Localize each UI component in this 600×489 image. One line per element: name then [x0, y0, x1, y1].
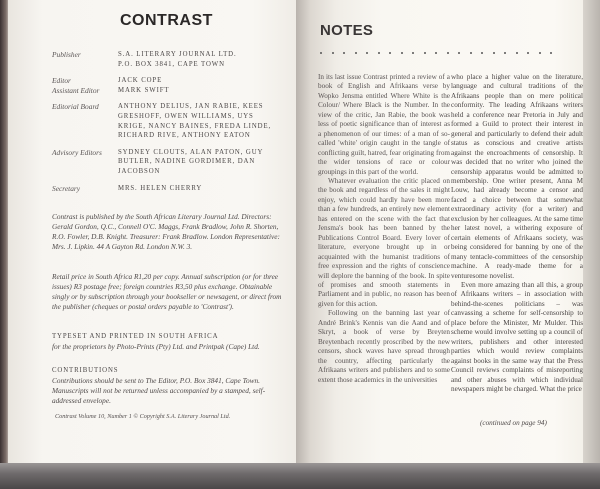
masthead-row-editor: [52, 76, 292, 86]
dot-ornament: [550, 52, 552, 54]
dot-ornament: [481, 52, 483, 54]
dot-ornament: [401, 52, 403, 54]
dot-ornament: [458, 52, 460, 54]
dot-ornament: [412, 52, 414, 54]
dot-ornament: [355, 52, 357, 54]
masthead-title: CONTRAST: [120, 12, 213, 29]
notes-column-2: [451, 73, 583, 394]
dot-ornament: [447, 52, 449, 54]
price-note: Retail price in South Africa R1,20 per copy. Annual subscription (or for three issues) R3 postage free; foreign countries R3,50 plus exchange. Obtainable singly or by subscription through your bookseller or newsagent, or direct from the publisher (cheques or postal orders payable to 'Contrast').: [52, 272, 282, 311]
masthead-row-assistant-editor: [52, 86, 292, 96]
masthead-value: [118, 148, 292, 177]
paragraph: Whatever evaluation the critic placed on the book and regardless of the sales it might enjoy, which could hardly have been more than a few hundreds, an entirely new element has entered on the scene with the fact that Jensma's book has been banned by the Publications Control Board. Every lover of literature, everyone brought up in or acquainted with the humanist traditions of free expression and the rights of conscience will deplore the banning of the book. In spite of promises and smooth statements in Parliament and in public, no reason has been given for this action.: [318, 176, 450, 308]
dotted-rule: [320, 52, 552, 54]
masthead-label: Secretary: [52, 183, 81, 193]
masthead-value-line: KRIGE, NANCY BAINES, FREDA LINDE,: [118, 122, 272, 130]
dot-ornament: [539, 52, 541, 54]
masthead-value-line: GRESHOFF, OWEN WILLIAMS, UYS: [118, 112, 254, 120]
continued-note: (continued on page 94): [480, 419, 547, 427]
masthead-value-line: RICHARD RIVE, ANTHONY EATON: [118, 132, 251, 140]
paragraph: Even more amazing than all this, a group of Afrikaans writers – in association with behind-the-scenes politicians – was canvassing a scheme for self-censorship to place before the Minister, Mr Mulder. This scheme would involve setting up a council of writers, publishers and other interested parties which would review complaints against books in the same way that the Press Council reviews complaints of misreporting and other abuses with which individual newspapers might be charged. What the price: [451, 280, 583, 393]
masthead-value-line: BUTLER, NADINE GORDIMER, DAN: [118, 158, 256, 166]
dot-ornament: [378, 52, 380, 54]
masthead-value-line: SYDNEY CLOUTS, ALAN PATON, GUY: [118, 148, 264, 156]
dot-ornament: [320, 52, 322, 54]
paragraph: In its last issue Contrast printed a review of a book of English and Afrikaans verse by Wopko Jensma entitled Where White is the Colour/ Where Black is the Number. In the view of the critic, Jan Rabie, the book was less of poetic significance than of interest as a phenomenon of our times: of a man of so-called 'white' origin caught in the tangle of conflicting guilt, hatred, fear originating from the wider tensions of race or colour groupings in this part of the world.: [318, 73, 450, 176]
dot-ornament: [366, 52, 368, 54]
masthead-value-line: P.O. BOX 3841, CAPE TOWN: [118, 60, 225, 68]
masthead-value: MRS. HELEN CHERRY: [118, 184, 203, 192]
dot-ornament: [504, 52, 506, 54]
notes-column-1: [318, 73, 450, 385]
masthead-value: [118, 50, 292, 69]
dot-ornament: [332, 52, 334, 54]
masthead-label: Editorial Board: [52, 102, 99, 112]
paragraph: Following on the banning last year of André Brink's Kennis van die Aand and of Skryt, a book of verse by Breyten Breytenbach recently proscribed by the new censors, shock waves have spread through the country, affecting particularly the Afrikaans writers and publishers and to some extent those academics in the universities: [318, 309, 450, 384]
contributions-block: [52, 366, 288, 406]
typeset-block: [52, 332, 288, 352]
table-surface: [0, 463, 600, 489]
dot-ornament: [516, 52, 518, 54]
masthead-value: [118, 102, 292, 140]
dot-ornament: [424, 52, 426, 54]
masthead-list: [52, 50, 292, 193]
masthead-row-editorial-board: [52, 102, 292, 140]
contributions-heading: CONTRIBUTIONS: [52, 367, 119, 374]
publisher-note: Contrast is published by the South African Literary Journal Ltd. Directors: Gerald Gordon, Q.C., Connell O'C. Maggs, Frank Bradlow, John R. Shorten, R.O. Fowler, D.B. Knight. Treasurer: Frank Bradlow. London Representative: Mrs. J. Lipkin. 44 A Gayton Rd. London N.W. 3.: [52, 212, 280, 251]
copyright-footer: Contrast Volume 10, Number 1 © Copyright S.A. Literary Journal Ltd.: [55, 413, 231, 420]
masthead-label: Assistant Editor: [52, 85, 100, 95]
dot-ornament: [435, 52, 437, 54]
dot-ornament: [343, 52, 345, 54]
dot-ornament: [527, 52, 529, 54]
masthead-label: Advisory Editors: [52, 147, 102, 157]
paragraph: who place a higher value on the literature, language and cultural traditions of the Afrikaans people than on mere political conformity. The leading Afrikaans writers held a conference near Pretoria in July and formed a Guild to protect their interest in general and particularly to defend their adult status as conscious and creative artists against the encroachments of censorship. It was decided that no writer who joined the censorship apparatus would be admitted to membership. One writer present, Anna M Louw, had already become a censor and faced a choice between that somewhat extraordinary activity (for a writer) and exclusion by her colleagues. At the same time her latest novel, a withering exposure of certain elements of Afrikaans society, was being considered for banning by one of the many tentacle-committees of the censorship machine. A ready-made theme for a venturesome novelist.: [451, 73, 583, 280]
typeset-note: for the proprietors by Photo-Prints (Pty) Ltd. and Printpak (Cape) Ltd.: [52, 341, 260, 351]
masthead-value: MARK SWIFT: [118, 86, 170, 94]
typeset-heading: TYPESET AND PRINTED IN SOUTH AFRICA: [52, 333, 219, 340]
masthead-label: Editor: [52, 76, 71, 86]
masthead-value-line: S.A. LITERARY JOURNAL LTD.: [118, 51, 237, 58]
masthead-value-line: ANTHONY DELIUS, JAN RABIE, KEES: [118, 103, 264, 111]
masthead-value: JACK COPE: [118, 77, 163, 85]
masthead-row-publisher: [52, 50, 292, 69]
book-edge-right: [583, 0, 600, 464]
masthead-row-advisory-editors: [52, 148, 292, 177]
dot-ornament: [493, 52, 495, 54]
masthead-label: Publisher: [52, 50, 81, 59]
dot-ornament: [389, 52, 391, 54]
masthead-row-secretary: [52, 184, 292, 194]
contributions-note: Contributions should be sent to The Editor, P.O. Box 3841, Cape Town. Manuscripts will not be returned unless accompanied by a stamped, self-addressed envelope.: [52, 375, 266, 405]
section-title: NOTES: [320, 22, 374, 39]
masthead-value-line: JACOBSON: [118, 167, 161, 175]
dot-ornament: [470, 52, 472, 54]
